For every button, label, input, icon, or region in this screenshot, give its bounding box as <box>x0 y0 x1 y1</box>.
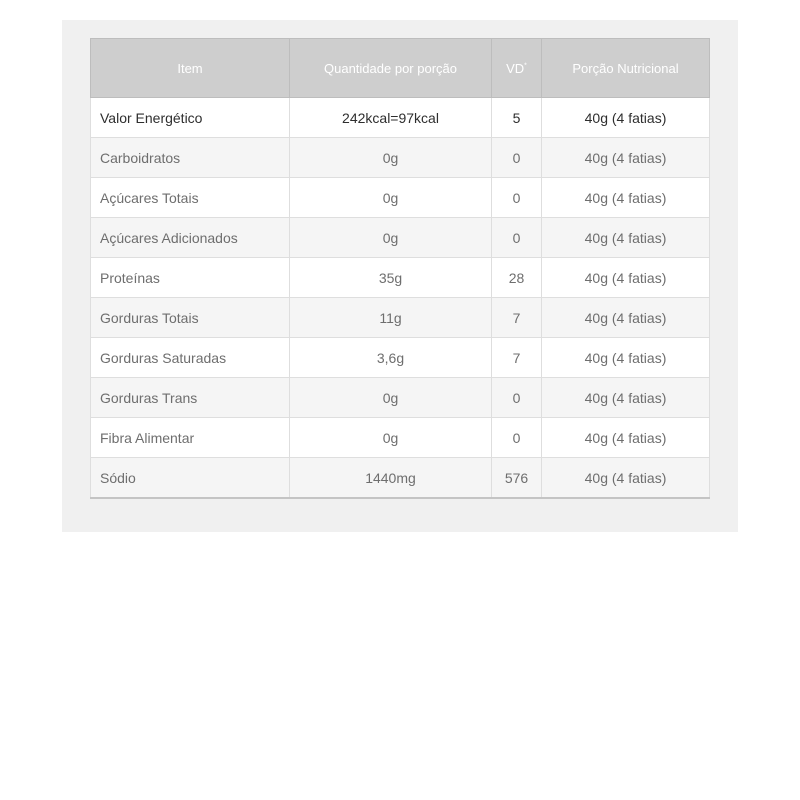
row-vd: 0 <box>492 178 542 218</box>
table-header-row <box>91 39 710 98</box>
row-portion: 40g (4 fatias) <box>542 378 710 418</box>
row-quantity: 0g <box>290 418 492 458</box>
row-item: Gorduras Trans <box>91 378 290 418</box>
table-row <box>91 338 710 378</box>
table-row <box>91 378 710 418</box>
row-item: Sódio <box>91 458 290 499</box>
header-vd-asterisk: * <box>524 62 527 70</box>
row-item: Carboidratos <box>91 138 290 178</box>
row-vd: 576 <box>492 458 542 499</box>
row-portion: 40g (4 fatias) <box>542 418 710 458</box>
nutrition-panel <box>62 20 738 532</box>
row-vd: 7 <box>492 298 542 338</box>
row-quantity: 0g <box>290 178 492 218</box>
row-item: Gorduras Saturadas <box>91 338 290 378</box>
row-vd: 5 <box>492 98 542 138</box>
row-item: Fibra Alimentar <box>91 418 290 458</box>
row-vd: 28 <box>492 258 542 298</box>
row-item: Açúcares Adicionados <box>91 218 290 258</box>
table-row <box>91 258 710 298</box>
row-portion: 40g (4 fatias) <box>542 98 710 138</box>
row-quantity: 3,6g <box>290 338 492 378</box>
table-row <box>91 138 710 178</box>
row-item: Gorduras Totais <box>91 298 290 338</box>
row-item: Valor Energético <box>91 98 290 138</box>
row-vd: 0 <box>492 418 542 458</box>
row-quantity: 0g <box>290 218 492 258</box>
row-quantity: 242kcal=97kcal <box>290 98 492 138</box>
table-row <box>91 178 710 218</box>
nutrition-table <box>90 38 710 499</box>
row-portion: 40g (4 fatias) <box>542 218 710 258</box>
row-item: Açúcares Totais <box>91 178 290 218</box>
row-quantity: 1440mg <box>290 458 492 499</box>
header-portion: Porção Nutricional <box>542 39 710 98</box>
table-row <box>91 418 710 458</box>
row-portion: 40g (4 fatias) <box>542 338 710 378</box>
table-row <box>91 218 710 258</box>
row-quantity: 0g <box>290 138 492 178</box>
row-item: Proteínas <box>91 258 290 298</box>
row-vd: 7 <box>492 338 542 378</box>
table-row <box>91 298 710 338</box>
header-item: Item <box>91 39 290 98</box>
row-quantity: 0g <box>290 378 492 418</box>
table-row <box>91 98 710 138</box>
row-portion: 40g (4 fatias) <box>542 458 710 499</box>
row-portion: 40g (4 fatias) <box>542 258 710 298</box>
row-portion: 40g (4 fatias) <box>542 298 710 338</box>
table-row <box>91 458 710 499</box>
row-vd: 0 <box>492 378 542 418</box>
row-quantity: 11g <box>290 298 492 338</box>
row-vd: 0 <box>492 218 542 258</box>
row-portion: 40g (4 fatias) <box>542 178 710 218</box>
row-quantity: 35g <box>290 258 492 298</box>
row-vd: 0 <box>492 138 542 178</box>
header-vd <box>492 39 542 98</box>
row-portion: 40g (4 fatias) <box>542 138 710 178</box>
header-quantity: Quantidade por porção <box>290 39 492 98</box>
header-vd-label: VD <box>506 60 525 76</box>
